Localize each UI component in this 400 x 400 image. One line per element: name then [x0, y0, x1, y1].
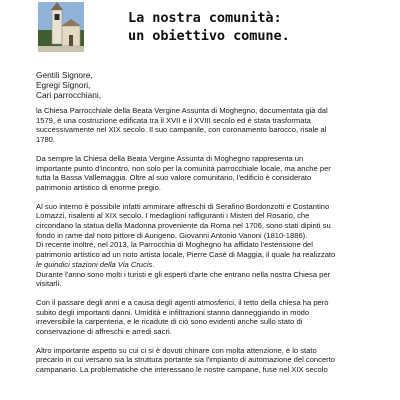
text-line: Lomazzi, risalenti al XIX secolo. I medaglioni raffiguranti i Misteri del Rosario, che — [36, 211, 310, 221]
text-line: visitarli. — [36, 279, 62, 289]
text-line: patrimonio artistico ad un noto artista locale, Pierre Casè di Maggia, il quale ha realizzato — [36, 250, 336, 260]
text-line: circondano la statua della Madonna proveniente da Roma nel 1706, sono stati dipinti su — [36, 221, 331, 231]
letter-body — [36, 106, 366, 384]
church-photo — [38, 2, 84, 52]
ground — [38, 46, 84, 52]
text-line: Al suo interno è possibile infatti ammirare affreschi di Serafino Bordonzotti e Costantino — [36, 201, 330, 211]
title-line-1: La nostra comunità: — [128, 10, 282, 26]
text-line: 1579, è una costruzione edificata tra il XVII e il XVIII secolo ed è stata trasformata — [36, 115, 311, 125]
text-line: irreversibile la carpenteria, e le ricadute di ciò sono evidenti anche sullo stato di — [36, 317, 303, 327]
via-crucis-title: le quindici stazioni della Via Crucis — [36, 259, 153, 269]
paragraph-history — [36, 106, 366, 145]
text-line: conservazione di affreschi e arredi sacri. — [36, 327, 172, 337]
text-line: la Chiesa Parrocchiale della Beata Vergine Assunta di Moghegno, documentata già dal — [36, 106, 328, 115]
church-door — [69, 35, 73, 46]
text-line: Altro importante aspetto su cui ci si è dovuti chinare con molta attenzione, è lo stato — [36, 345, 317, 355]
text-line: Durante l'anno sono molti i turisti e gli esperti d'arte che entrano nella nostra Chiesa per — [36, 269, 331, 279]
salutation-line-2: Egregi Signori, — [36, 80, 91, 90]
text-line: subito degli importanti danni. Umidità e infiltrazioni stanno danneggiando in modo — [36, 307, 310, 317]
sentence-end: . — [152, 259, 155, 269]
text-line: Di recente inoltre, nel 2013, la Parrocchia di Moghegno ha affidato l'estensione del — [36, 240, 313, 250]
paragraph-bells — [36, 346, 366, 375]
text-line: campanario. La problematiche che interessano le nostre campane, fuse nel XIX secolo — [36, 365, 328, 375]
text-line: fondo in rame dal noto pittore di Aurigeno, Giovanni Antonio Vanoni (1810-1886). — [36, 230, 308, 240]
text-line: precario in cui versano sia la struttura portante sia l'impianto di automazione del concerto — [36, 355, 336, 365]
text-line — [36, 260, 366, 270]
paragraph-roof-damage — [36, 298, 366, 337]
text-line: successivamente nel XIX secolo. Il suo campanile, con coronamento barocco, risale al — [36, 125, 327, 135]
paragraph-community — [36, 154, 366, 193]
text-line: importante punto d'incontro, non solo per la comunità parrocchiale locale, ma anche per — [36, 163, 331, 173]
text-line: patrimonio artistico di enorme pregio. — [36, 182, 161, 192]
paragraph-artworks — [36, 202, 366, 289]
text-line: tutta la Bassa Vallemaggia. Oltre al suo valore comunitario, l'edificio è considerato — [36, 173, 312, 183]
church-bell-tower-image — [38, 2, 84, 52]
text-line: 1780. — [36, 135, 56, 145]
page-title — [128, 9, 388, 45]
belfry-opening — [55, 14, 60, 20]
text-line: Con il passare degli anni e a causa degli agenti atmosferici, il tetto della chiesa ha però — [36, 297, 329, 307]
salutation-line-1: Gentili Signore, — [36, 70, 93, 80]
salutation-line-3: Cari parrocchiani, — [36, 90, 102, 100]
title-line-2: un obiettivo comune. — [128, 28, 290, 44]
text-line: Da sempre la Chiesa della Beata Vergine Assunta di Moghegno rappresenta un — [36, 153, 304, 163]
salutation — [36, 70, 101, 100]
